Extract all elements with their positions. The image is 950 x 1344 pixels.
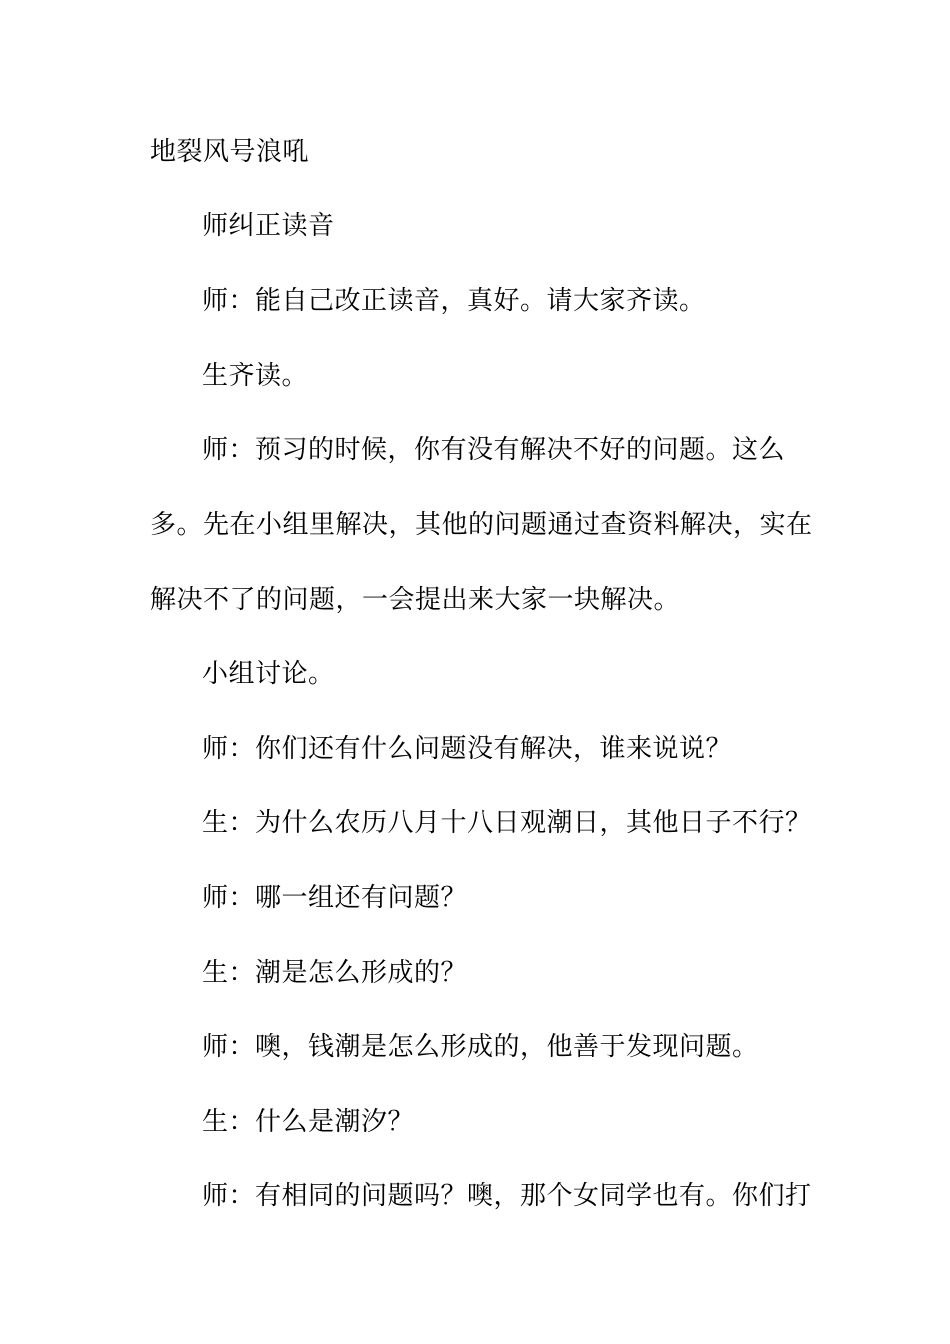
text-line: 师：你们还有什么问题没有解决，谁来说说？ — [202, 734, 733, 764]
text-line: 生齐读。 — [202, 361, 309, 391]
text-line: 师：预习的时候，你有没有解决不好的问题。这么 — [202, 435, 786, 465]
text-line: 师：能自己改正读音，真好。请大家齐读。 — [202, 286, 706, 316]
text-line: 生：什么是潮汐？ — [202, 1107, 415, 1137]
text-line: 生：潮是怎么形成的？ — [202, 958, 468, 988]
text-line: 师：哪一组还有问题？ — [202, 883, 468, 913]
text-line: 解决不了的问题，一会提出来大家一块解决。 — [150, 585, 681, 615]
text-line: 地裂风号浪吼 — [150, 137, 310, 167]
text-line: 生：为什么农历八月十八日观潮日，其他日子不行？ — [202, 808, 812, 838]
text-line: 师：有相同的问题吗？噢，那个女同学也有。你们打 — [202, 1181, 812, 1211]
text-line: 小组讨论。 — [202, 659, 335, 689]
text-line: 师纠正读音 — [202, 211, 335, 241]
text-line: 多。先在小组里解决，其他的问题通过查资料解决，实在 — [150, 510, 813, 540]
text-line: 师：噢，钱潮是怎么形成的，他善于发现问题。 — [202, 1032, 759, 1062]
